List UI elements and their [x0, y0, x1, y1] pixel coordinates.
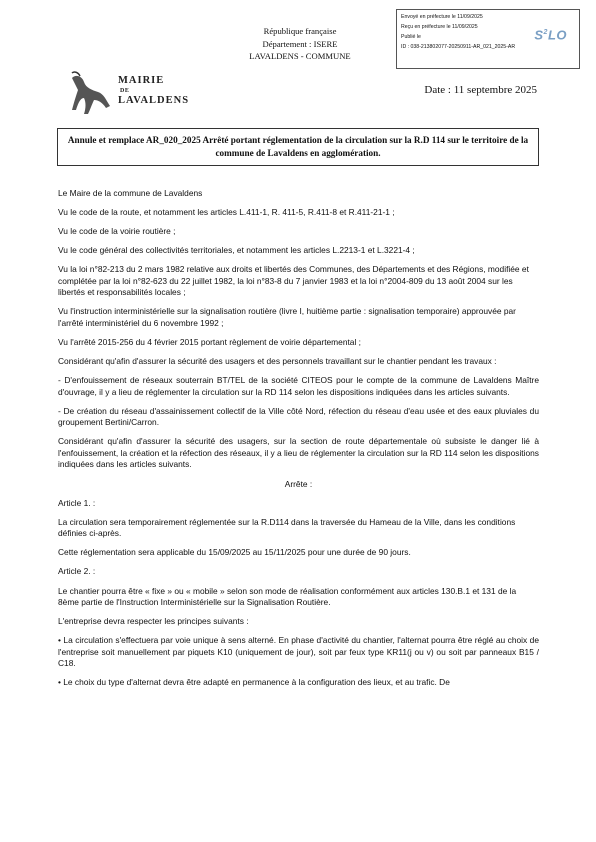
- paragraph-enfouissement: - D'enfouissement de réseaux souterrain BT/TEL de la société CITEOS pour le compte de la commune de Lavaldens Maître d'ouvrage, il y a lieu de réglementer la circulation sur la RD 114 selon les dispositions indiquées dans les articles suivants.: [58, 375, 539, 397]
- chamois-logo-icon: [66, 70, 118, 116]
- paragraph-article-2-principes: L'entreprise devra respecter les principes suivants :: [58, 616, 249, 627]
- paragraph-article-1-dates: Cette réglementation sera applicable du 15/09/2025 au 15/11/2025 pour une durée de 90 jours.: [58, 547, 411, 558]
- paragraph-considerant-1: Considérant qu'afin d'assurer la sécurité des usagers et des personnels travaillant sur le chantier pendant les travaux :: [58, 356, 497, 367]
- paragraph-vu-loi: Vu la loi n°82-213 du 2 mars 1982 relative aux droits et libertés des Communes, des Départements et des Régions, modifiée et complétée par la loi n°82-623 du 22 juillet 1982, la loi n°83-8 du 7 janvier 1983 et la loi n°2004-809 du 13 août 2004 sur les libertés et responsabilités locales ;: [58, 264, 529, 298]
- stamp-published-line: Publié le: [401, 34, 421, 40]
- logo-line-mairie: MAIRIE: [118, 75, 165, 86]
- logo-line-de: DE: [120, 88, 130, 94]
- paragraph-article-2-chantier: Le chantier pourra être « fixe » ou « mobile » selon son mode de réalisation conformément aux articles 130.B.1 et 131 de la 8ème partie de l'Instruction Interministérielle sur la Signalisation Routière.: [58, 585, 517, 607]
- header-line-departement: Département : ISERE: [262, 38, 338, 49]
- heading-article-1: Article 1. :: [58, 497, 96, 508]
- document-date: Date : 11 septembre 2025: [424, 84, 537, 96]
- paragraph-vu-voirie: Vu le code de la voirie routière ;: [58, 226, 176, 237]
- paragraph-assainissement: - De création du réseau d'assainissement collectif de la Ville côté Nord, réfection du réseau d'eau usée et des eaux pluviales du groupement Bertini/Carron.: [58, 405, 539, 428]
- bullet-voie-unique: • La circulation s'effectuera par voie unique à sens alterné. En phase d'activité du chantier, l'alternat pourra être réglé au choix de l'entreprise soit manuellement par piquets K10 (uniquement de jour), soit par feux type KR11(j ou v) ou soit par panneaux B15 / C18.: [58, 635, 539, 669]
- paragraph-arrete: Arrête :: [284, 478, 313, 489]
- paragraph-vu-cgct: Vu le code général des collectivités territoriales, et notamment les articles L.2213-1 et L.3221-4 ;: [58, 245, 415, 256]
- mairie-logo-text: [118, 76, 189, 106]
- header-block: [200, 25, 400, 63]
- heading-article-2: Article 2. :: [58, 566, 96, 577]
- paragraph-article-1-circulation: La circulation sera temporairement réglementée sur la R.D114 dans la traversée du Hameau de la Ville, dans les conditions définies ci-après.: [58, 516, 516, 539]
- logo-line-lavaldens: LAVALDENS: [118, 95, 190, 106]
- header-line-commune: LAVALDENS - COMMUNE: [249, 51, 351, 61]
- paragraph-vu-code-route: Vu le code de la route, et notamment les articles L.411-1, R. 411-5, R.411-8 et R.411-21-1 ;: [58, 207, 395, 218]
- document-body: [58, 188, 539, 696]
- paragraph-maire: Le Maire de la commune de Lavaldens: [58, 188, 203, 198]
- header-line-republique: République française: [263, 26, 337, 36]
- stamp-id-line: ID : 038-213802077-20250911-AR_021_2025-AR: [401, 44, 516, 50]
- stamp-received-line: Reçu en préfecture le 11/09/2025: [401, 24, 478, 30]
- bullet-choix-alternat: • Le choix du type d'alternat devra être adapté en permanence à la configuration des lieux, et au trafic. De: [58, 677, 450, 688]
- paragraph-considerant-2: Considérant qu'afin d'assurer la sécurité des usagers, sur la section de route départementale où subsiste le danger lié à l'enfouissement, la création et la réfection des réseaux, il y a lieu de réglementer la circulation sur la RD 114 selon les dispositions indiquées dans les articles suivants.: [58, 436, 539, 470]
- document-title-box: [57, 128, 539, 166]
- paragraph-vu-instruction: Vu l'instruction interministérielle sur la signalisation routière (livre I, huitième partie : signalisation temporaire) approuvée par l'arrêté interministériel du 6 novembre 1992 ;: [58, 306, 516, 328]
- document-title: Annule et remplace AR_020_2025 Arrêté portant réglementation de la circulation sur la R.D 114 sur le territoire de la commune de Lavaldens en agglomération.: [67, 135, 529, 158]
- paragraph-vu-arrete: Vu l'arrêté 2015-256 du 4 février 2015 portant règlement de voirie départemental ;: [58, 337, 361, 348]
- stamp-sent-line: Envoyé en préfecture le 11/09/2025: [401, 14, 483, 20]
- s2lo-logo: $S^2LO$: [534, 27, 567, 43]
- prefecture-stamp: [396, 9, 580, 69]
